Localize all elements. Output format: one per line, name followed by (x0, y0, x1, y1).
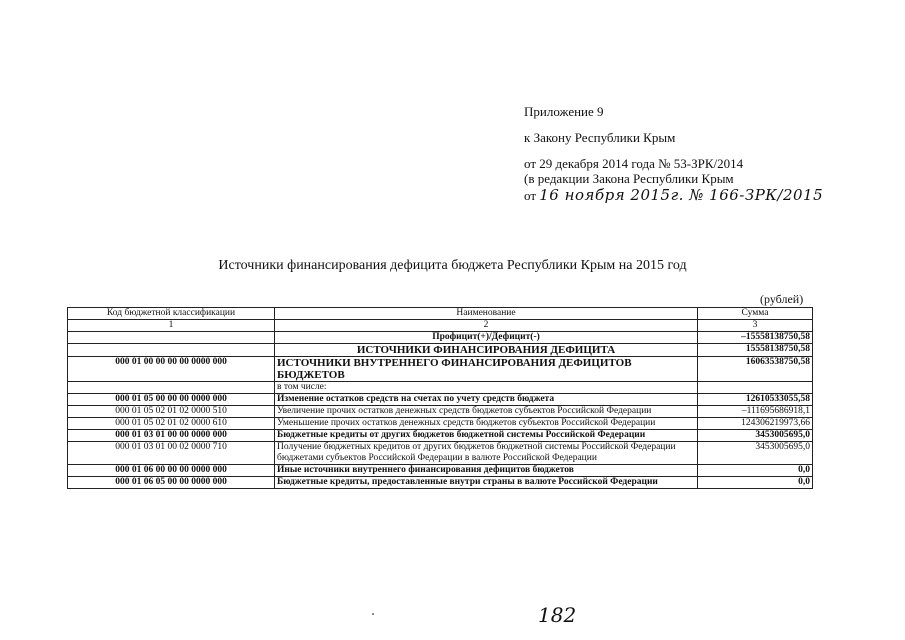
row-code (68, 382, 275, 394)
row-amount: –15558138750,58 (698, 332, 813, 344)
row-code: 000 01 00 00 00 00 0000 000 (68, 357, 275, 382)
table-row (68, 332, 813, 344)
table-row (68, 477, 813, 489)
page-number: 182 (538, 603, 577, 627)
table-row (68, 344, 813, 357)
row-name: Получение бюджетных кредитов от других бюджетов бюджетной системы Российской Федерации бюджетами субъектов Российской Федерации в валюте Российской Федерации (275, 442, 698, 465)
table-row (68, 430, 813, 442)
row-amount: 0,0 (698, 465, 813, 477)
table-row (68, 394, 813, 406)
row-code: 000 01 03 01 00 00 0000 000 (68, 430, 275, 442)
col-number: 3 (698, 320, 813, 332)
header-amount: Сумма (698, 308, 813, 320)
law-reference: к Закону Республики Крым (524, 130, 676, 145)
row-amount: –111695686918,1 (698, 406, 813, 418)
row-name: в том числе: (275, 382, 698, 394)
row-name: Иные источники внутреннего финансирования дефицитов бюджетов (275, 465, 698, 477)
row-name: Профицит(+)/Дефицит(-) (275, 332, 698, 344)
row-name: Уменьшение прочих остатков денежных средств бюджетов субъектов Российской Федерации (275, 418, 698, 430)
scan-speck (372, 613, 374, 615)
header-name: Наименование (275, 308, 698, 320)
law-date-number: от 29 декабря 2014 года № 53-ЗРК/2014 (524, 156, 744, 171)
table-row (68, 382, 813, 394)
row-name: ИСТОЧНИКИ ФИНАНСИРОВАНИЯ ДЕФИЦИТА (275, 344, 698, 357)
table-row (68, 418, 813, 430)
row-amount: 0,0 (698, 477, 813, 489)
table-row (68, 465, 813, 477)
column-number-row (68, 320, 813, 332)
row-code: 000 01 05 02 01 02 0000 510 (68, 406, 275, 418)
row-name: Бюджетные кредиты, предоставленные внутри страны в валюте Российской Федерации (275, 477, 698, 489)
row-code: 000 01 06 05 00 00 0000 000 (68, 477, 275, 489)
row-code: 000 01 03 01 00 02 0000 710 (68, 442, 275, 465)
financing-sources-table (67, 307, 813, 489)
row-code (68, 344, 275, 357)
row-name: Изменение остатков средств на счетах по учету средств бюджета (275, 394, 698, 406)
row-amount: 16063538750,58 (698, 357, 813, 382)
table-header-row (68, 308, 813, 320)
col-number: 1 (68, 320, 275, 332)
row-amount: 12610533055,58 (698, 394, 813, 406)
document-title: Источники финансирования дефицита бюджета Республики Крым на 2015 год (218, 258, 687, 273)
row-amount: 15558138750,58 (698, 344, 813, 357)
table-row (68, 406, 813, 418)
row-name: Бюджетные кредиты от других бюджетов бюджетной системы Российской Федерации (275, 430, 698, 442)
row-amount: 124306219973,66 (698, 418, 813, 430)
table-row (68, 357, 813, 382)
row-name: Увеличение прочих остатков денежных средств бюджетов субъектов Российской Федерации (275, 406, 698, 418)
col-number: 2 (275, 320, 698, 332)
table-row (68, 442, 813, 465)
row-code: 000 01 05 00 00 00 0000 000 (68, 394, 275, 406)
row-code: 000 01 05 02 01 02 0000 610 (68, 418, 275, 430)
edition-note: (в редакции Закона Республики Крым (524, 171, 734, 186)
appendix-label: Приложение 9 (524, 104, 604, 119)
row-code (68, 332, 275, 344)
row-amount (698, 382, 813, 394)
amendment-prefix: от (524, 188, 537, 203)
header-code: Код бюджетной классификации (68, 308, 275, 320)
unit-label: (рублей) (760, 292, 804, 306)
amendment-line (524, 187, 823, 204)
row-amount: 3453005695,0 (698, 430, 813, 442)
handwritten-amendment: 16 ноября 2015г. № 166-ЗРК/2015 (539, 186, 824, 204)
row-name: ИСТОЧНИКИ ВНУТРЕННЕГО ФИНАНСИРОВАНИЯ ДЕФИЦИТОВ БЮДЖЕТОВ (275, 357, 698, 382)
row-code: 000 01 06 00 00 00 0000 000 (68, 465, 275, 477)
row-amount: 3453005695,0 (698, 442, 813, 465)
